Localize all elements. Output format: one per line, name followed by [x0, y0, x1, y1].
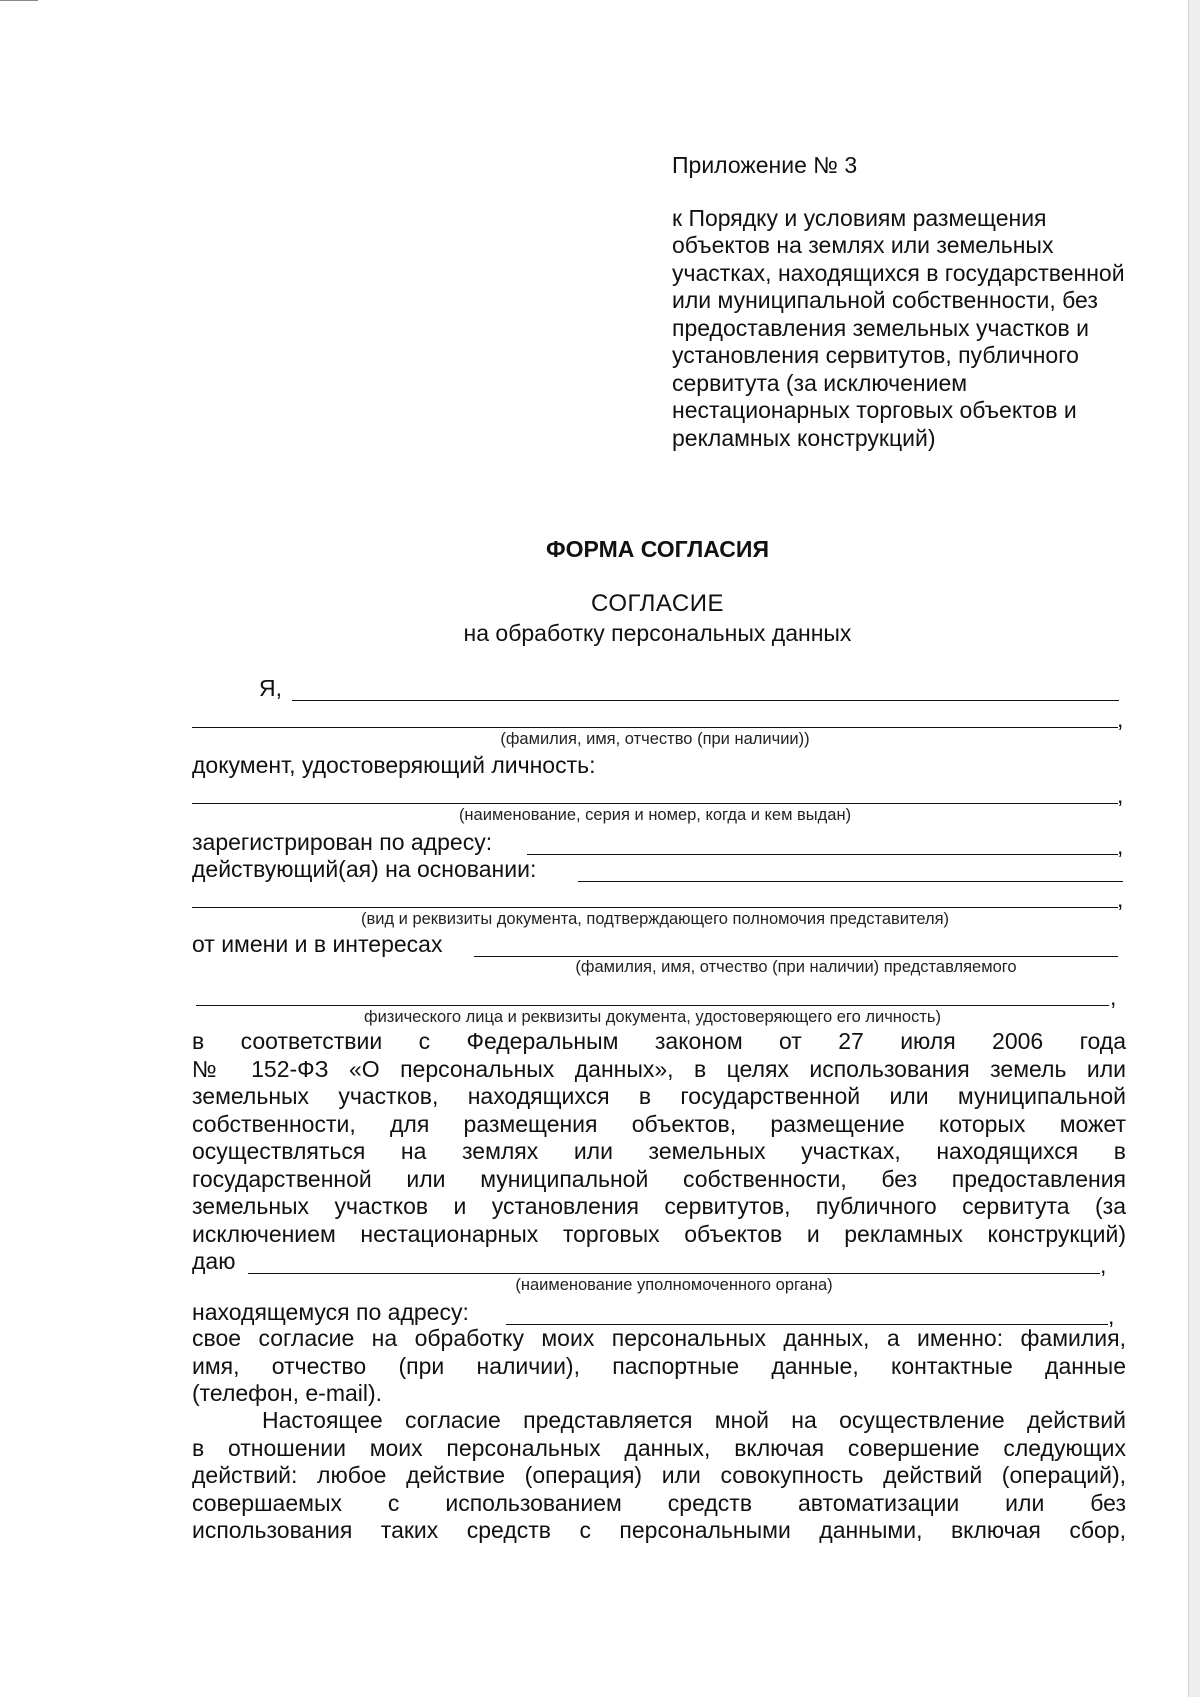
located-label: находящемуся по адресу:: [192, 1299, 469, 1325]
body-line: земельных участков и установления сервитутов, публичного сервитута (за: [192, 1193, 1126, 1219]
address-label: зарегистрирован по адресу:: [192, 829, 493, 855]
address-comma: ,: [1117, 833, 1124, 859]
form-title: ФОРМА СОГЛАСИЯ: [546, 536, 769, 562]
organ-field-line[interactable]: [248, 1273, 1100, 1274]
i-label: Я,: [259, 675, 282, 701]
doc-caption: (наименование, серия и номер, когда и кем выдан): [458, 806, 852, 824]
paragraph-line: в отношении моих персональных данных, включая совершение следующих: [192, 1434, 1126, 1461]
doc-label: документ, удостоверяющий личность:: [192, 752, 596, 778]
basis-caption: (вид и реквизиты документа, подтверждающего полномочия представителя): [360, 910, 950, 928]
behalf-caption-2: физического лица и реквизиты документа, удостоверяющего его личность): [364, 1008, 941, 1026]
paragraph-line: совершаемых с использованием средств автоматизации или без: [192, 1489, 1126, 1516]
body-line: собственности, для размещения объектов, размещение которых может: [192, 1110, 1126, 1137]
basis-comma: ,: [1117, 886, 1124, 912]
appendix-header: [672, 152, 1132, 452]
basis-label: действующий(ая) на основании:: [192, 856, 537, 882]
behalf-field-line-2[interactable]: [196, 1005, 1109, 1006]
give-label: даю: [192, 1248, 236, 1274]
page-edge: [1188, 0, 1200, 1697]
organ-caption: (наименование уполномоченного органа): [515, 1276, 833, 1294]
fio-comma: ,: [1117, 706, 1124, 732]
consent-line: свое согласие на обработку моих персональных данных, а именно: фамилия,: [192, 1325, 1126, 1351]
consent-subtitle: на обработку персональных данных: [463, 620, 852, 646]
appendix-number: Приложение № 3: [672, 152, 858, 178]
paragraph-first-line: Настоящее согласие представляется мной на осуществление действий: [262, 1407, 1126, 1433]
body-line: осуществляться на землях или земельных участках, находящихся в: [192, 1138, 1126, 1164]
behalf-label: от имени и в интересах: [192, 931, 443, 957]
located-comma: ,: [1108, 1303, 1115, 1329]
behalf-caption-1: (фамилия, имя, отчество (при наличии) представляемого: [575, 958, 1017, 976]
consent-title: СОГЛАСИЕ: [591, 590, 724, 617]
doc-field-line[interactable]: [192, 803, 1118, 804]
body-line: исключением нестационарных торговых объектов и рекламных конструкций): [192, 1220, 1126, 1247]
consent-tail: (телефон, e-mail).: [192, 1380, 383, 1406]
behalf-comma: ,: [1110, 984, 1117, 1010]
body-line: № 152-ФЗ «О персональных данных», в целях использования земель или: [192, 1055, 1126, 1082]
corner-mark: [0, 0, 38, 1]
paragraph-line: действий: любое действие (операция) или совокупность действий (операций),: [192, 1462, 1126, 1488]
consent-line: имя, отчество (при наличии), паспортные данные, контактные данные: [192, 1352, 1126, 1379]
basis-field-line-2[interactable]: [192, 907, 1118, 908]
behalf-field-line-1[interactable]: [474, 956, 1118, 957]
organ-comma: ,: [1100, 1252, 1107, 1278]
doc-comma: ,: [1117, 782, 1124, 808]
address-field-line[interactable]: [527, 854, 1118, 855]
fio-field-line-1[interactable]: [292, 700, 1119, 701]
body-line: земельных участков, находящихся в государственной или муниципальной: [192, 1083, 1126, 1109]
fio-field-line-2[interactable]: [192, 727, 1118, 728]
appendix-text: к Порядку и условиям размещения объектов на землях или земельных участках, находящихся в государственной или муниципальной собственности, без предоставления земельных участков и установления сервитутов, публичного сервитута (за исключением нестационарных торговых объектов и рекламных конструкций): [672, 204, 1125, 451]
body-line: государственной или муниципальной собственности, без предоставления: [192, 1165, 1126, 1192]
body-line: в соответствии с Федеральным законом от 27 июля 2006 года: [192, 1028, 1126, 1054]
basis-field-line-1[interactable]: [578, 881, 1123, 882]
paragraph-line: использования таких средств с персональными данными, включая сбор,: [192, 1517, 1126, 1543]
fio-caption: (фамилия, имя, отчество (при наличии)): [500, 730, 810, 748]
